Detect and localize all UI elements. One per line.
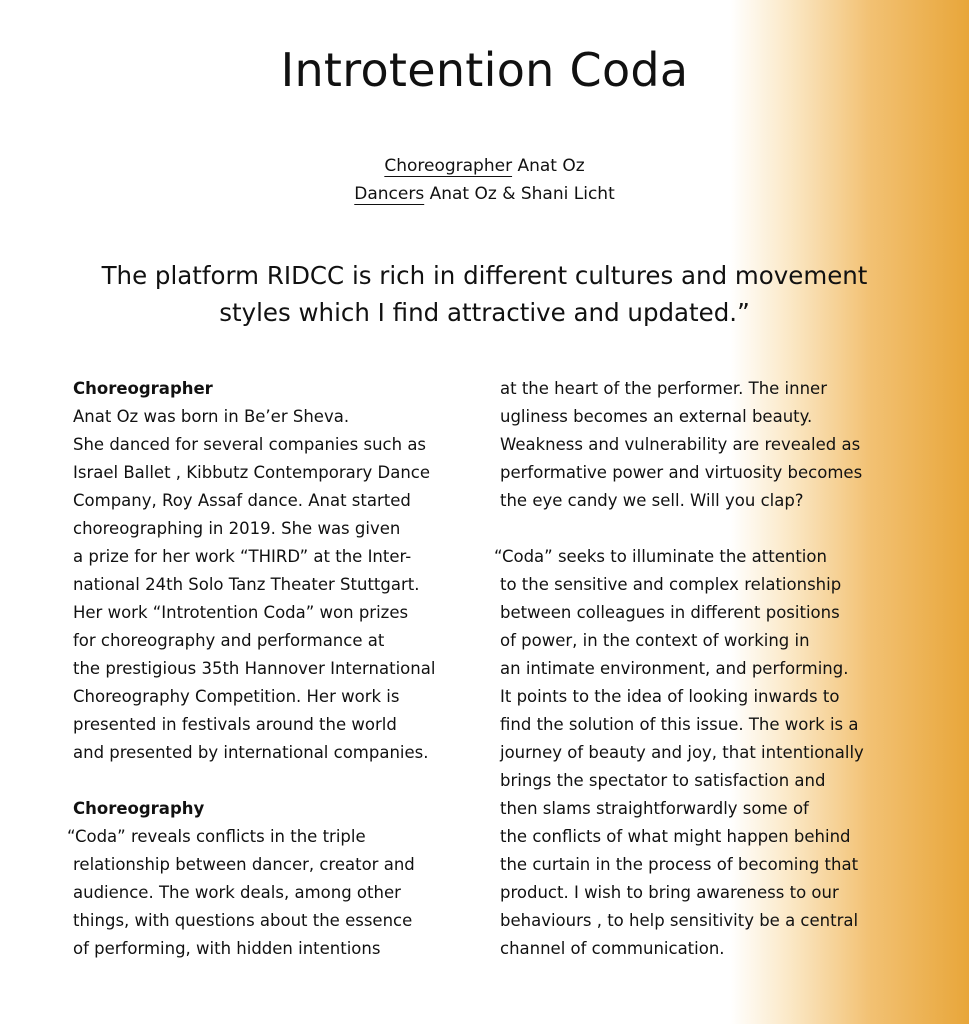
choreography-line: audience. The work deals, among other xyxy=(73,883,401,902)
text-line: find the solution of this issue. The work is a xyxy=(500,715,859,734)
text-line: performative power and virtuosity becomes xyxy=(500,463,863,482)
bio-line: choreographing in 2019. She was given xyxy=(73,519,401,538)
choreography-heading: Choreography xyxy=(73,799,205,818)
text-line: ugliness becomes an external beauty. xyxy=(500,407,813,426)
choreographer-name: Anat Oz xyxy=(512,156,585,176)
text-line: behaviours , to help sensitivity be a central xyxy=(500,911,859,930)
text-line: the conflicts of what might happen behind xyxy=(500,827,851,846)
text-line: between colleagues in different positions xyxy=(500,603,840,622)
bio-line: and presented by international companies. xyxy=(73,743,429,762)
bio-line: Israel Ballet , Kibbutz Contemporary Dance xyxy=(73,463,430,482)
text-line: brings the spectator to satisfaction and xyxy=(500,771,826,790)
choreographer-heading: Choreographer xyxy=(73,379,213,398)
paragraph-gap xyxy=(500,515,864,543)
quote-line: styles which I find attractive and updated.” xyxy=(219,298,750,327)
text-line: of power, in the context of working in xyxy=(500,631,810,650)
choreographer-label: Choreographer xyxy=(384,156,513,176)
bio-line: a prize for her work “THIRD” at the Inter- xyxy=(73,547,412,566)
choreography-line: things, with questions about the essence xyxy=(73,911,413,930)
paragraph-gap xyxy=(73,767,435,795)
text-line: to the sensitive and complex relationship xyxy=(500,575,842,594)
text-line: at the heart of the performer. The inner xyxy=(500,379,827,398)
text-line: product. I wish to bring awareness to our xyxy=(500,883,839,902)
choreography-line: “Coda” reveals conflicts in the triple xyxy=(67,827,366,846)
choreography-paragraph xyxy=(67,823,435,963)
text-line: then slams straightforwardly some of xyxy=(500,799,809,818)
bio-line: Anat Oz was born in Be’er Sheva. xyxy=(73,407,350,426)
text-line: the curtain in the process of becoming that xyxy=(500,855,859,874)
quote-line: The platform RIDCC is rich in different cultures and movement xyxy=(101,261,868,290)
bio-line: Company, Roy Assaf dance. Anat started xyxy=(73,491,411,510)
right-column xyxy=(494,375,864,963)
pull-quote xyxy=(40,257,929,331)
left-column xyxy=(67,375,436,963)
choreography-line: relationship between dancer, creator and xyxy=(73,855,415,874)
text-line: channel of communication. xyxy=(500,939,725,958)
bio-line: She danced for several companies such as xyxy=(73,435,427,454)
coda-paragraph xyxy=(494,543,864,963)
bio-paragraph xyxy=(73,403,435,767)
bio-line: national 24th Solo Tanz Theater Stuttgart. xyxy=(73,575,420,594)
choreographer-credit xyxy=(0,152,969,180)
bio-line: presented in festivals around the world xyxy=(73,715,397,734)
text-line: Weakness and vulnerability are revealed as xyxy=(500,435,861,454)
text-line: the eye candy we sell. Will you clap? xyxy=(500,491,804,510)
bio-line: the prestigious 35th Hannover International xyxy=(73,659,436,678)
text-line: “Coda” seeks to illuminate the attention xyxy=(494,547,827,566)
dancers-label: Dancers xyxy=(354,184,425,204)
text-line: an intimate environment, and performing. xyxy=(500,659,849,678)
text-line: It points to the idea of looking inwards to xyxy=(500,687,840,706)
dancers-names: Anat Oz & Shani Licht xyxy=(424,184,615,204)
credits xyxy=(0,152,969,208)
performer-paragraph xyxy=(500,375,864,515)
bio-line: for choreography and performance at xyxy=(73,631,385,650)
dancers-credit xyxy=(0,180,969,208)
page-title: Introtention Coda xyxy=(280,43,689,97)
bio-line: Her work “Introtention Coda” won prizes xyxy=(73,603,409,622)
text-line: journey of beauty and joy, that intentionally xyxy=(500,743,864,762)
bio-line: Choreography Competition. Her work is xyxy=(73,687,400,706)
choreography-line: of performing, with hidden intentions xyxy=(73,939,381,958)
